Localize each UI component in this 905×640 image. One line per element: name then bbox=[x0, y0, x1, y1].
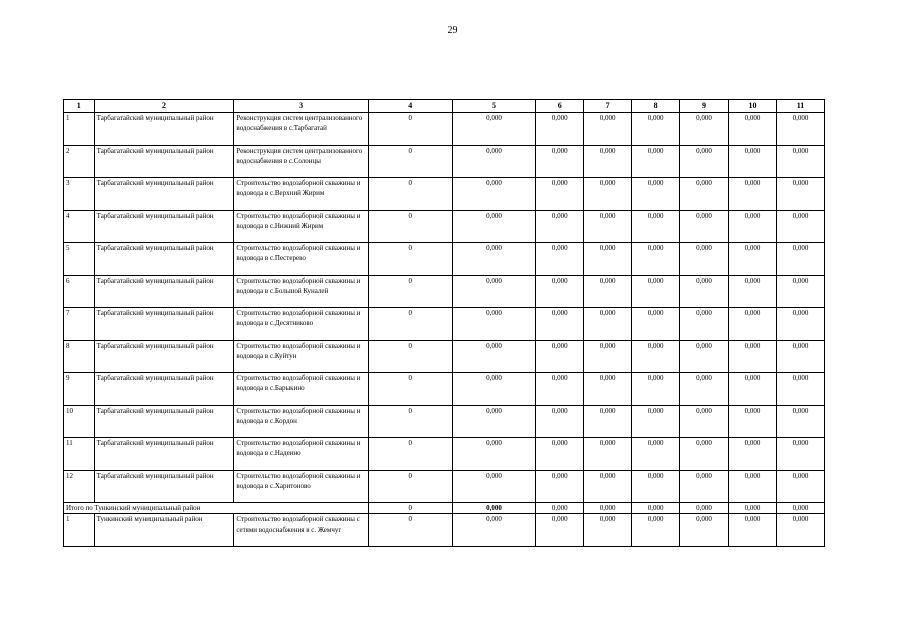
total-value-cell: 0,000 bbox=[452, 503, 536, 514]
value-cell: 0,000 bbox=[680, 470, 729, 503]
district-cell: Тарбагатайский муниципальный район bbox=[94, 178, 234, 211]
column-header: 8 bbox=[632, 100, 680, 113]
table-row bbox=[64, 113, 825, 146]
value-cell: 0,000 bbox=[452, 308, 536, 341]
value-cell: 0,000 bbox=[776, 438, 824, 471]
value-cell: 0 bbox=[368, 340, 452, 373]
value-cell: 0,000 bbox=[452, 178, 536, 211]
value-cell: 0 bbox=[368, 113, 452, 146]
district-cell: Тарбагатайский муниципальный район bbox=[94, 275, 234, 308]
value-cell: 0,000 bbox=[584, 405, 632, 438]
value-cell: 0,000 bbox=[680, 514, 729, 547]
value-cell: 0,000 bbox=[729, 405, 777, 438]
project-cell: Строительство водозаборной скважины с сетями водоснабжения в с. Жемчуг bbox=[234, 514, 369, 547]
value-cell: 0,000 bbox=[632, 145, 680, 178]
value-cell: 0,000 bbox=[452, 113, 536, 146]
value-cell: 0,000 bbox=[584, 470, 632, 503]
district-cell: Тарбагатайский муниципальный район bbox=[94, 210, 234, 243]
total-value-cell: 0,000 bbox=[632, 503, 680, 514]
value-cell: 0,000 bbox=[584, 275, 632, 308]
value-cell: 0 bbox=[368, 308, 452, 341]
table-row bbox=[64, 438, 825, 471]
value-cell: 0,000 bbox=[680, 438, 729, 471]
row-number: 8 bbox=[64, 340, 95, 373]
row-number: 1 bbox=[64, 514, 95, 547]
value-cell: 0,000 bbox=[452, 405, 536, 438]
district-cell: Тарбагатайский муниципальный район bbox=[94, 308, 234, 341]
column-header: 10 bbox=[729, 100, 777, 113]
column-header: 1 bbox=[64, 100, 95, 113]
value-cell: 0,000 bbox=[632, 340, 680, 373]
district-cell: Тарбагатайский муниципальный район bbox=[94, 470, 234, 503]
value-cell: 0,000 bbox=[584, 178, 632, 211]
value-cell: 0,000 bbox=[536, 373, 584, 406]
value-cell: 0,000 bbox=[632, 113, 680, 146]
project-cell: Реконструкция систем централизованного водоснабжения в с.Солонцы bbox=[234, 145, 369, 178]
value-cell: 0,000 bbox=[729, 373, 777, 406]
column-header: 7 bbox=[584, 100, 632, 113]
value-cell: 0,000 bbox=[776, 514, 824, 547]
district-cell: Тарбагатайский муниципальный район bbox=[94, 243, 234, 276]
value-cell: 0,000 bbox=[776, 470, 824, 503]
project-cell: Реконструкция систем централизованного водоснабжения в с.Тарбагатай bbox=[234, 113, 369, 146]
total-value-cell: 0,000 bbox=[729, 503, 777, 514]
value-cell: 0,000 bbox=[452, 275, 536, 308]
total-value-cell: 0,000 bbox=[536, 503, 584, 514]
value-cell: 0,000 bbox=[584, 373, 632, 406]
value-cell: 0,000 bbox=[584, 145, 632, 178]
value-cell: 0,000 bbox=[632, 438, 680, 471]
value-cell: 0 bbox=[368, 210, 452, 243]
value-cell: 0,000 bbox=[680, 243, 729, 276]
total-value-cell: 0,000 bbox=[776, 503, 824, 514]
row-number: 1 bbox=[64, 113, 95, 146]
value-cell: 0,000 bbox=[776, 145, 824, 178]
value-cell: 0,000 bbox=[452, 340, 536, 373]
value-cell: 0,000 bbox=[729, 275, 777, 308]
value-cell: 0,000 bbox=[632, 275, 680, 308]
value-cell: 0,000 bbox=[776, 405, 824, 438]
table-row bbox=[64, 243, 825, 276]
value-cell: 0,000 bbox=[729, 470, 777, 503]
district-cell: Тарбагатайский муниципальный район bbox=[94, 405, 234, 438]
project-cell: Строительство водозаборной скважины и водовода в с.Пестерево bbox=[234, 243, 369, 276]
value-cell: 0,000 bbox=[452, 438, 536, 471]
value-cell: 0,000 bbox=[776, 340, 824, 373]
value-cell: 0,000 bbox=[680, 275, 729, 308]
table-row bbox=[64, 470, 825, 503]
value-cell: 0,000 bbox=[584, 113, 632, 146]
value-cell: 0,000 bbox=[680, 340, 729, 373]
value-cell: 0,000 bbox=[632, 210, 680, 243]
value-cell: 0,000 bbox=[632, 470, 680, 503]
value-cell: 0,000 bbox=[632, 405, 680, 438]
row-number: 11 bbox=[64, 438, 95, 471]
project-cell: Строительство водозаборной скважины и водовода в с.Десятниково bbox=[234, 308, 369, 341]
value-cell: 0,000 bbox=[536, 145, 584, 178]
row-number: 6 bbox=[64, 275, 95, 308]
value-cell: 0,000 bbox=[536, 405, 584, 438]
value-cell: 0,000 bbox=[776, 373, 824, 406]
total-row bbox=[64, 503, 825, 514]
value-cell: 0,000 bbox=[729, 113, 777, 146]
row-number: 3 bbox=[64, 178, 95, 211]
value-cell: 0,000 bbox=[536, 438, 584, 471]
row-number: 2 bbox=[64, 145, 95, 178]
project-cell: Строительство водозаборной скважины и водовода в с.Нижний Жирим bbox=[234, 210, 369, 243]
value-cell: 0,000 bbox=[536, 113, 584, 146]
value-cell: 0,000 bbox=[776, 243, 824, 276]
value-cell: 0,000 bbox=[680, 405, 729, 438]
table-row bbox=[64, 210, 825, 243]
column-header: 4 bbox=[368, 100, 452, 113]
value-cell: 0,000 bbox=[632, 308, 680, 341]
table-row bbox=[64, 145, 825, 178]
column-header: 2 bbox=[94, 100, 234, 113]
value-cell: 0,000 bbox=[680, 373, 729, 406]
value-cell: 0,000 bbox=[452, 514, 536, 547]
value-cell: 0,000 bbox=[536, 243, 584, 276]
value-cell: 0 bbox=[368, 243, 452, 276]
value-cell: 0,000 bbox=[536, 340, 584, 373]
value-cell: 0,000 bbox=[776, 178, 824, 211]
project-cell: Строительство водозаборной скважины и водовода в с.Надеино bbox=[234, 438, 369, 471]
value-cell: 0,000 bbox=[680, 145, 729, 178]
table-row bbox=[64, 178, 825, 211]
value-cell: 0,000 bbox=[584, 438, 632, 471]
table-row bbox=[64, 340, 825, 373]
column-header: 11 bbox=[776, 100, 824, 113]
value-cell: 0,000 bbox=[776, 113, 824, 146]
project-cell: Строительство водозаборной скважины и водовода в с.Харитоново bbox=[234, 470, 369, 503]
value-cell: 0,000 bbox=[536, 514, 584, 547]
value-cell: 0,000 bbox=[680, 308, 729, 341]
value-cell: 0 bbox=[368, 178, 452, 211]
value-cell: 0,000 bbox=[776, 210, 824, 243]
value-cell: 0,000 bbox=[729, 514, 777, 547]
row-number: 12 bbox=[64, 470, 95, 503]
district-cell: Тарбагатайский муниципальный район bbox=[94, 340, 234, 373]
value-cell: 0,000 bbox=[729, 178, 777, 211]
project-cell: Строительство водозаборной скважины и водовода в с.Барыкино bbox=[234, 373, 369, 406]
column-header: 6 bbox=[536, 100, 584, 113]
value-cell: 0 bbox=[368, 438, 452, 471]
value-cell: 0,000 bbox=[452, 243, 536, 276]
district-cell: Тункинский муниципальный район bbox=[94, 514, 234, 547]
value-cell: 0,000 bbox=[729, 243, 777, 276]
value-cell: 0 bbox=[368, 405, 452, 438]
value-cell: 0,000 bbox=[729, 438, 777, 471]
district-cell: Тарбагатайский муниципальный район bbox=[94, 113, 234, 146]
row-number: 5 bbox=[64, 243, 95, 276]
row-number: 4 bbox=[64, 210, 95, 243]
value-cell: 0,000 bbox=[584, 210, 632, 243]
value-cell: 0,000 bbox=[584, 340, 632, 373]
value-cell: 0,000 bbox=[729, 308, 777, 341]
value-cell: 0,000 bbox=[536, 308, 584, 341]
table-row bbox=[64, 373, 825, 406]
district-cell: Тарбагатайский муниципальный район bbox=[94, 373, 234, 406]
value-cell: 0,000 bbox=[452, 210, 536, 243]
value-cell: 0,000 bbox=[680, 113, 729, 146]
header-row bbox=[64, 100, 825, 113]
value-cell: 0,000 bbox=[536, 470, 584, 503]
project-cell: Строительство водозаборной скважины и водовода в с.Большой Куналей bbox=[234, 275, 369, 308]
value-cell: 0 bbox=[368, 373, 452, 406]
column-header: 9 bbox=[680, 100, 729, 113]
value-cell: 0 bbox=[368, 514, 452, 547]
table-row bbox=[64, 514, 825, 547]
value-cell: 0,000 bbox=[632, 373, 680, 406]
column-header: 5 bbox=[452, 100, 536, 113]
district-cell: Тарбагатайский муниципальный район bbox=[94, 145, 234, 178]
value-cell: 0,000 bbox=[584, 243, 632, 276]
value-cell: 0 bbox=[368, 145, 452, 178]
value-cell: 0,000 bbox=[536, 275, 584, 308]
value-cell: 0,000 bbox=[452, 145, 536, 178]
total-value-cell: 0,000 bbox=[680, 503, 729, 514]
total-label: Итого по Тункинский муниципальный район bbox=[64, 503, 369, 514]
value-cell: 0,000 bbox=[632, 514, 680, 547]
table-row bbox=[64, 308, 825, 341]
table-row bbox=[64, 405, 825, 438]
value-cell: 0,000 bbox=[584, 514, 632, 547]
value-cell: 0,000 bbox=[729, 340, 777, 373]
value-cell: 0,000 bbox=[776, 308, 824, 341]
value-cell: 0,000 bbox=[584, 308, 632, 341]
project-cell: Строительство водозаборной скважины и водовода в с.Куйтун bbox=[234, 340, 369, 373]
value-cell: 0,000 bbox=[632, 178, 680, 211]
value-cell: 0,000 bbox=[680, 178, 729, 211]
table-row bbox=[64, 275, 825, 308]
project-cell: Строительство водозаборной скважины и водовода в с.Верхний Жирим bbox=[234, 178, 369, 211]
page-number: 29 bbox=[447, 25, 458, 36]
column-header: 3 bbox=[234, 100, 369, 113]
value-cell: 0,000 bbox=[536, 178, 584, 211]
value-cell: 0,000 bbox=[452, 373, 536, 406]
total-value-cell: 0 bbox=[368, 503, 452, 514]
data-table bbox=[63, 99, 825, 547]
value-cell: 0,000 bbox=[632, 243, 680, 276]
value-cell: 0,000 bbox=[452, 470, 536, 503]
value-cell: 0,000 bbox=[536, 210, 584, 243]
value-cell: 0,000 bbox=[729, 145, 777, 178]
value-cell: 0,000 bbox=[680, 210, 729, 243]
row-number: 10 bbox=[64, 405, 95, 438]
district-cell: Тарбагатайский муниципальный район bbox=[94, 438, 234, 471]
value-cell: 0 bbox=[368, 275, 452, 308]
project-cell: Строительство водозаборной скважины и водовода в с.Кордон bbox=[234, 405, 369, 438]
value-cell: 0 bbox=[368, 470, 452, 503]
total-value-cell: 0,000 bbox=[584, 503, 632, 514]
value-cell: 0,000 bbox=[729, 210, 777, 243]
value-cell: 0,000 bbox=[776, 275, 824, 308]
row-number: 7 bbox=[64, 308, 95, 341]
row-number: 9 bbox=[64, 373, 95, 406]
